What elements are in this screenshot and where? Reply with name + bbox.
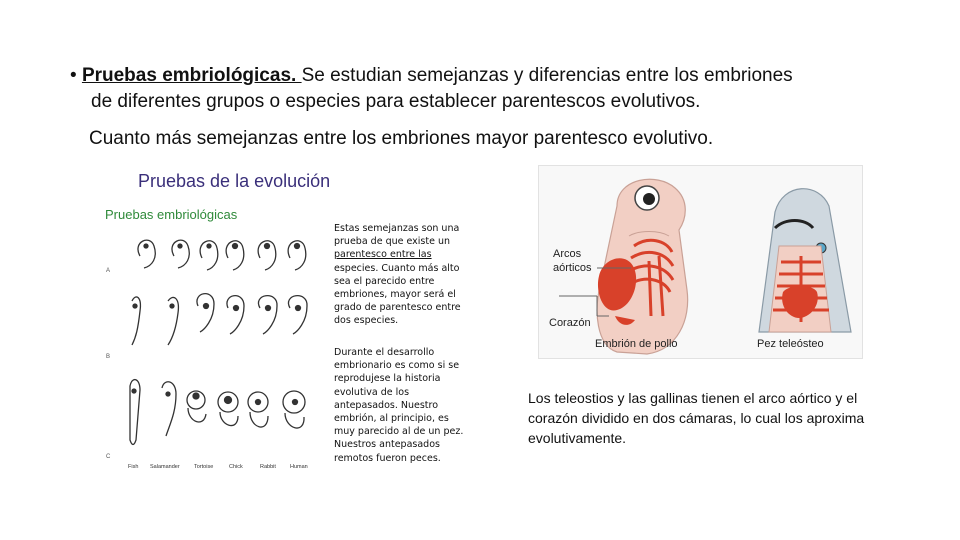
note-line: reprodujese la historia (334, 373, 441, 385)
summary-text: Cuanto más semejanzas entre los embriones mayor parentesco evolutivo. (89, 128, 714, 149)
species-label: Chick (229, 464, 243, 470)
label-arches-2: aórticos (553, 262, 592, 274)
embryo-drawings (98, 166, 331, 478)
note-line: parentesco entre las (334, 249, 432, 261)
embryo-row-c (130, 380, 305, 445)
note-line: embriones, mayor será el (334, 289, 456, 301)
handwritten-note-1 (334, 222, 474, 328)
note-line: especies. Cuanto más alto (334, 262, 460, 274)
species-label: Salamander (150, 464, 180, 470)
note-line: muy parecido al de un pez. (334, 426, 464, 438)
note-line: dos especies. (334, 315, 399, 327)
embryo-comparison-figure (98, 166, 478, 478)
note-line: Durante el desarrollo (334, 347, 435, 358)
handwritten-note-2 (334, 346, 474, 465)
aortic-arches-figure (538, 165, 863, 359)
bullet-term: Pruebas embriológicas. (81, 65, 302, 86)
note-line: embrión, al principio, es (334, 413, 449, 425)
note-line: Nuestros antepasados (334, 439, 440, 451)
row-label-a: A (106, 268, 111, 274)
bullet-line-1 (70, 64, 793, 88)
figure-title: Pruebas de la evolución (138, 171, 331, 191)
bullet-symbol: • (70, 65, 77, 86)
figure-caption: Los teleostios y las gallinas tienen el arco aórtico y el corazón dividido en dos cámaras, lo cual los aproxima evolutivamente. (528, 390, 865, 446)
note-line: prueba de que existe un (334, 236, 451, 248)
note-line: remotos fueron peces. (334, 452, 441, 464)
embryo-row-a (138, 240, 306, 270)
note-line: antepasados. Nuestro (334, 399, 439, 411)
species-label: Rabbit (260, 464, 276, 470)
species-label: Tortoise (194, 464, 214, 470)
species-label: Human (290, 464, 308, 470)
species-label: Fish (128, 464, 139, 470)
note-line: Estas semejanzas son una (334, 223, 460, 234)
chick-embryo-drawing (597, 179, 688, 354)
note-line: embrionario es como si se (334, 360, 460, 372)
note-line: grado de parentesco entre (334, 302, 461, 314)
row-label-c: C (106, 454, 111, 460)
note-line: sea el parecido entre (334, 275, 435, 287)
row-label-b: B (106, 354, 111, 360)
bullet-line-2: de diferentes grupos o especies para establecer parentescos evolutivos. (91, 91, 701, 112)
note-line: evolutiva de los (334, 386, 410, 398)
embryo-row-b (132, 294, 307, 345)
label-arches-1: Arcos (553, 248, 582, 260)
caption-chick-embryo: Embrión de pollo (595, 338, 678, 350)
figure-subtitle: Pruebas embriológicas (105, 207, 238, 222)
bullet-line-1-text: Se estudian semejanzas y diferencias entre los embriones (301, 65, 793, 86)
teleost-fish-drawing (759, 189, 851, 332)
label-heart: Corazón (549, 317, 591, 329)
caption-teleost: Pez teleósteo (757, 338, 824, 350)
